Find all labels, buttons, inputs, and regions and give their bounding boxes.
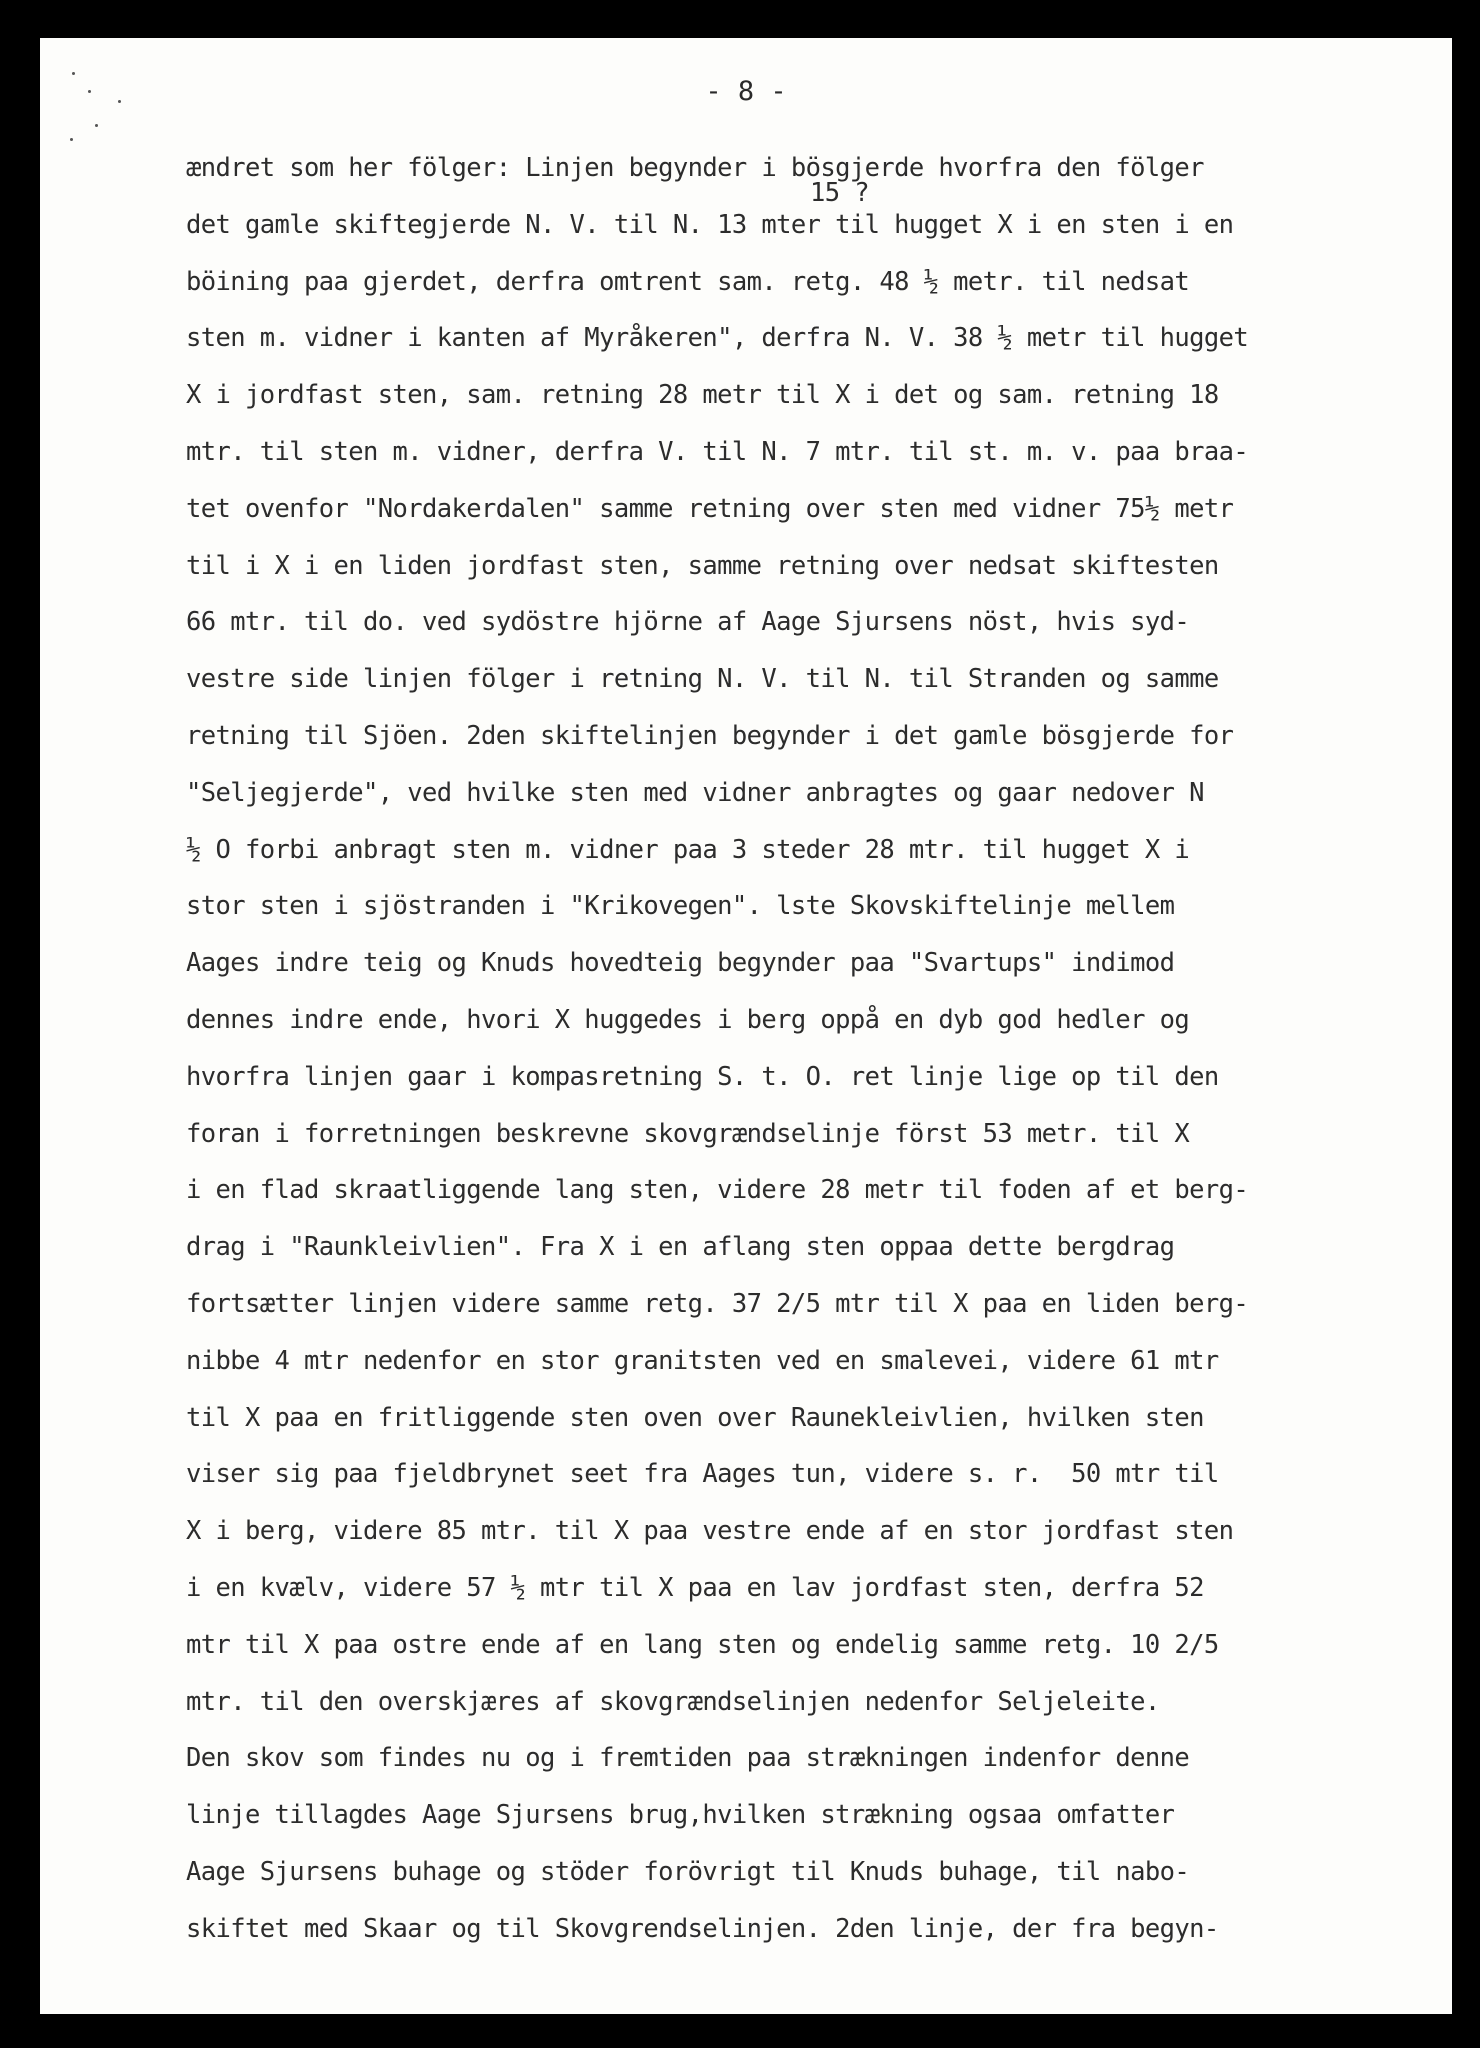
text-line: Aage Sjursens buhage og stöder forövrigt til Knuds buhage, til nabo- <box>186 1856 1190 1887</box>
text-line: Den skov som findes nu og i fremtiden paa strækningen indenfor denne <box>186 1743 1190 1774</box>
text-line: böining paa gjerdet, derfra omtrent sam. retg. 48 ½ metr. til nedsat <box>186 266 1190 297</box>
text-line: retning til Sjöen. 2den skiftelinjen begynder i det gamle bösgjerde for <box>186 720 1234 751</box>
text-line: fortsætter linjen videre samme retg. 37 2/5 mtr til X paa en liden berg- <box>186 1288 1249 1319</box>
text-line: i en flad skraatliggende lang sten, videre 28 metr til foden af et berg- <box>186 1175 1249 1206</box>
text-line: skiftet med Skaar og til Skovgrendselinjen. 2den linje, der fra begyn- <box>186 1913 1219 1944</box>
text-line: drag i "Raunkleivlien". Fra X i en aflang sten oppaa dette bergdrag <box>186 1232 1175 1263</box>
text-line: mtr til X paa ostre ende af en lang sten og endelig samme retg. 10 2/5 <box>186 1629 1219 1660</box>
text-line: sten m. vidner i kanten af Myråkeren", derfra N. V. 38 ½ metr til hugget <box>186 323 1249 354</box>
text-line: til X paa en fritliggende sten oven over Raunekleivlien, hvilken sten <box>186 1402 1204 1433</box>
text-line: dennes indre ende, hvori X huggedes i berg oppå en dyb god hedler og <box>186 1004 1190 1035</box>
text-line: stor sten i sjöstranden i "Krikovegen". lste Skovskiftelinje mellem <box>186 891 1175 922</box>
text-line: vestre side linjen fölger i retning N. V. til N. til Stranden og samme <box>186 664 1219 695</box>
paper-speck <box>72 72 75 75</box>
paper-speck <box>95 124 98 127</box>
text-line: ½ O forbi anbragt sten m. vidner paa 3 steder 28 mtr. til hugget X i <box>186 834 1190 865</box>
text-line: X i jordfast sten, sam. retning 28 metr til X i det og sam. retning 18 <box>186 380 1219 411</box>
text-line: "Seljegjerde", ved hvilke sten med vidner anbragtes og gaar nedover N <box>186 777 1204 808</box>
text-line: 66 mtr. til do. ved sydöstre hjörne af Aage Sjursens nöst, hvis syd- <box>186 607 1190 638</box>
text-line: hvorfra linjen gaar i kompasretning S. t. O. ret linje lige op til den <box>186 1061 1219 1092</box>
text-line: X i berg, videre 85 mtr. til X paa vestre ende af en stor jordfast sten <box>186 1516 1234 1547</box>
text-line: linje tillagdes Aage Sjursens brug,hvilken strækning ogsaa omfatter <box>186 1800 1175 1831</box>
insertion-note: 15 ? <box>810 178 870 208</box>
text-line: til i X i en liden jordfast sten, samme retning over nedsat skiftesten <box>186 550 1219 581</box>
text-line: nibbe 4 mtr nedenfor en stor granitsten ved en smalevei, videre 61 mtr <box>186 1345 1219 1376</box>
text-line: det gamle skiftegjerde N. V. til N. 13 mter til hugget X i en sten i en <box>186 209 1234 240</box>
text-line: foran i forretningen beskrevne skovgrændselinje först 53 metr. til X <box>186 1118 1190 1149</box>
text-line: ændret som her fölger: Linjen begynder i bösgjerde hvorfra den fölger <box>186 153 1204 183</box>
text-line: i en kvælv, videre 57 ½ mtr til X paa en lav jordfast sten, derfra 52 <box>186 1572 1204 1603</box>
text-line: mtr. til den overskjæres af skovgrændselinjen nedenfor Seljeleite. <box>186 1686 1160 1717</box>
text-line: viser sig paa fjeldbrynet seet fra Aages tun, videre s. r. 50 mtr til <box>186 1459 1219 1490</box>
document-page <box>40 38 1452 2014</box>
text-line: Aages indre teig og Knuds hovedteig begynder paa "Svartups" indimod <box>186 948 1175 979</box>
paper-speck <box>70 138 73 141</box>
body-text <box>186 140 1248 1958</box>
page-number: - 8 - <box>705 76 787 107</box>
text-line: tet ovenfor "Nordakerdalen" samme retning over sten med vidner 75½ metr <box>186 493 1234 524</box>
text-line: mtr. til sten m. vidner, derfra V. til N. 7 mtr. til st. m. v. paa braa- <box>186 436 1249 467</box>
